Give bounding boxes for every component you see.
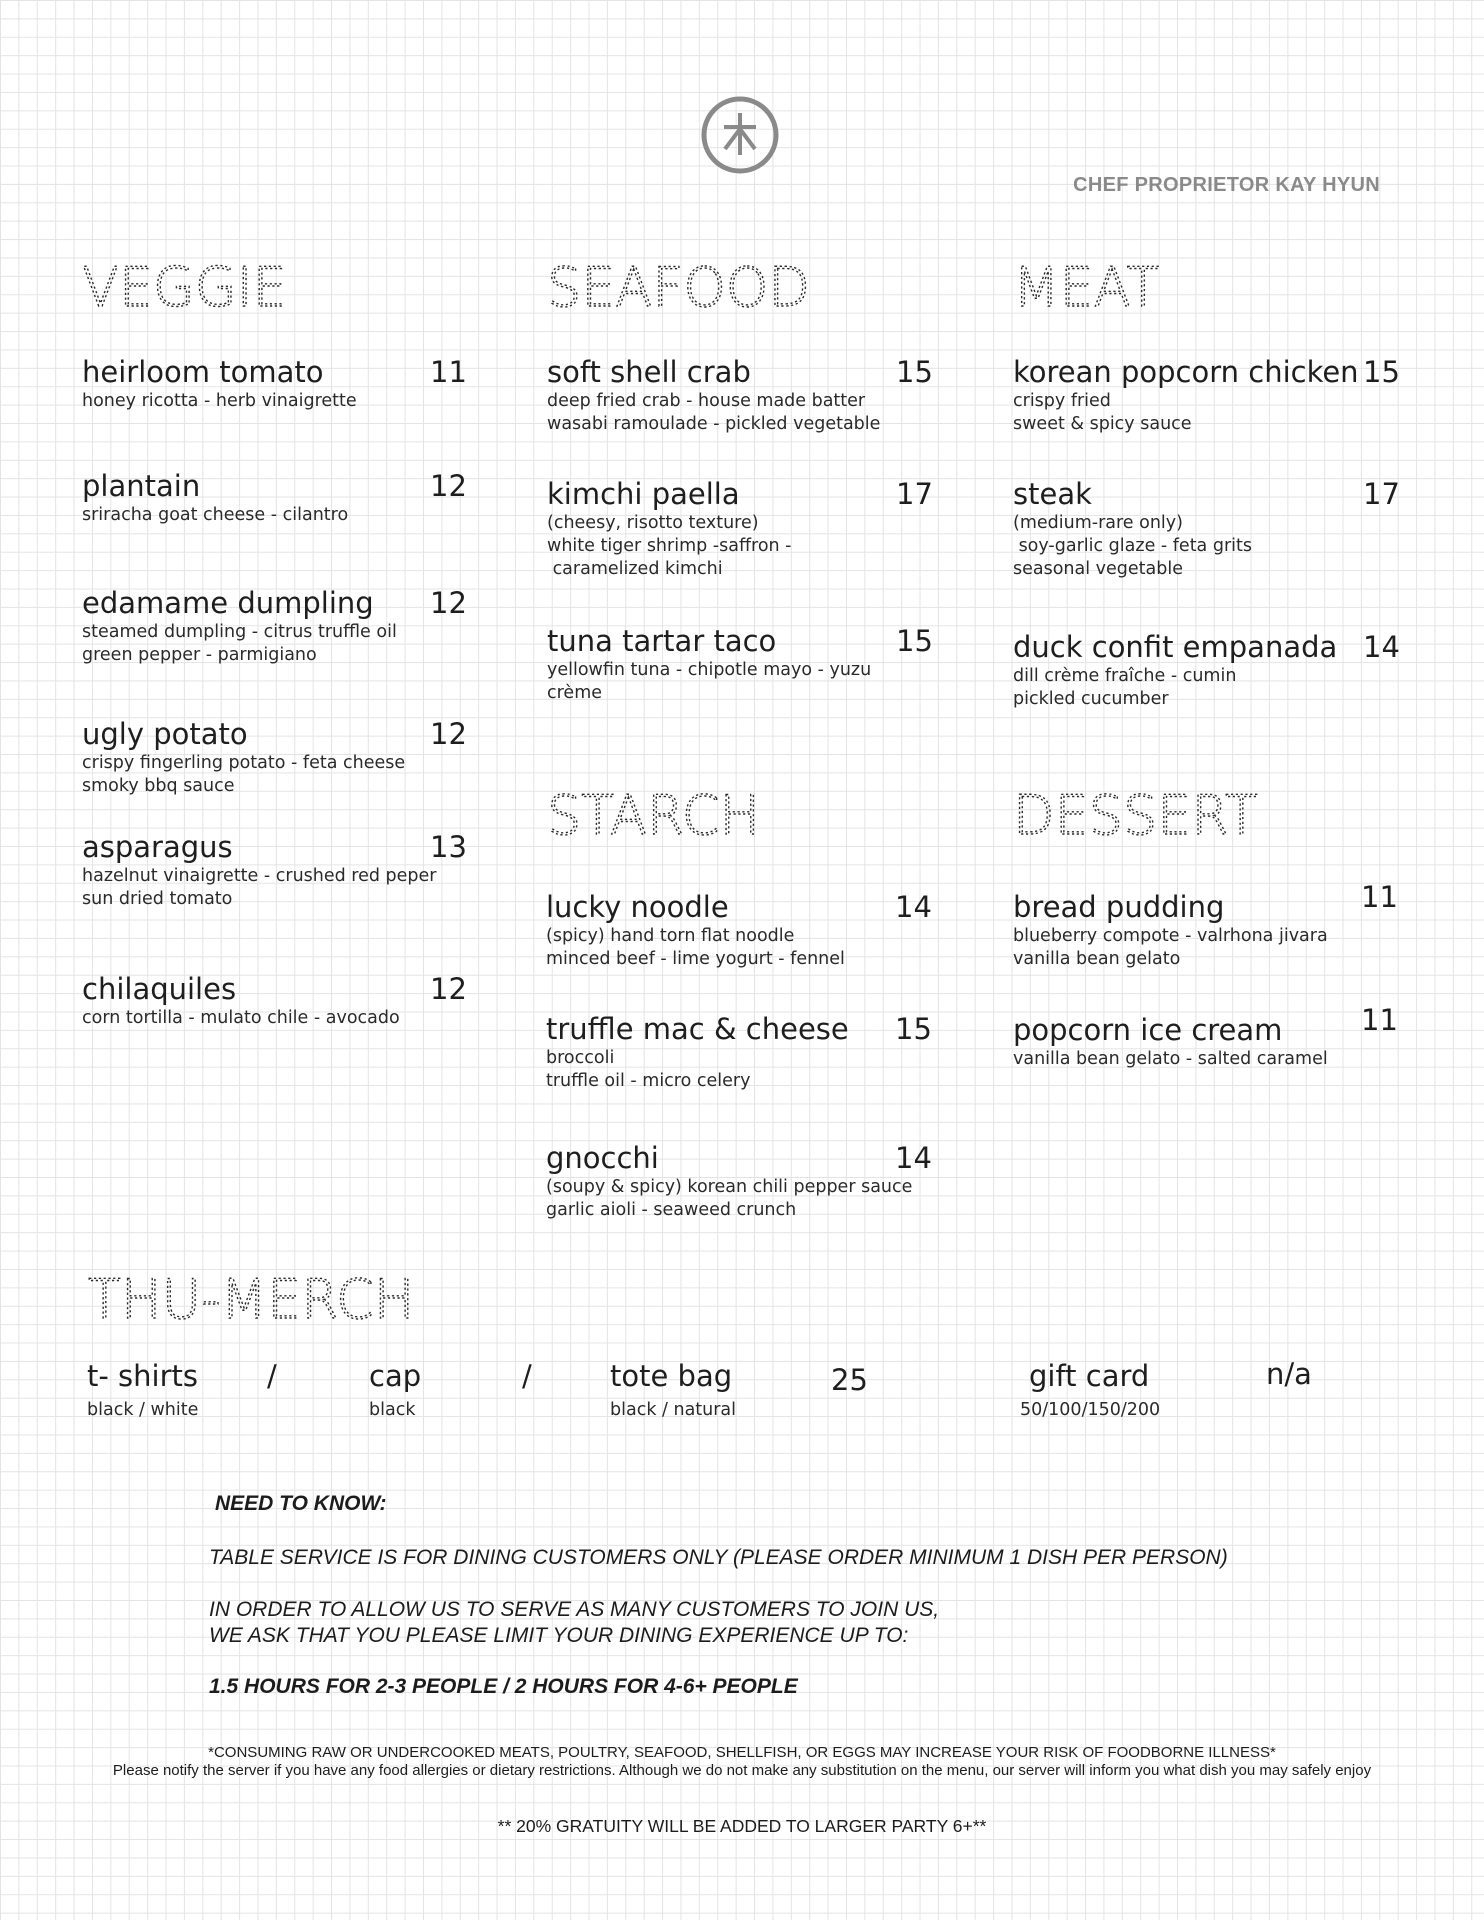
merch-colors: black — [369, 1400, 416, 1420]
item-name: bread pudding — [1013, 890, 1225, 924]
merch-tote-bag — [610, 1360, 736, 1422]
item-price: 12 — [430, 717, 467, 751]
limit-note-line1: IN ORDER TO ALLOW US TO SERVE AS MANY CUSTOMERS TO JOIN US, — [209, 1598, 940, 1621]
item-price: 12 — [430, 586, 467, 620]
gift-card-price: n/a — [1266, 1357, 1312, 1391]
dining-hours-note: 1.5 HOURS FOR 2-3 PEOPLE / 2 HOURS FOR 4-6+ PEOPLE — [209, 1675, 798, 1698]
item-price: 15 — [896, 355, 933, 389]
menu-item — [1013, 355, 1400, 436]
item-name: tuna tartar taco — [547, 624, 777, 658]
item-description: (soupy & spicy) korean chili pepper sauce garlic aioli - seaweed crunch — [546, 1177, 913, 1220]
item-name: kimchi paella — [547, 477, 740, 511]
menu-item — [82, 717, 467, 798]
merch-separator: / — [522, 1359, 532, 1393]
merch-gift-card — [1020, 1360, 1160, 1422]
gratuity-note: ** 20% GRATUITY WILL BE ADDED TO LARGER PARTY 6+** — [497, 1816, 987, 1836]
item-description: blueberry compote - valrhona jivara vanilla bean gelato — [1013, 926, 1328, 969]
svg-text:DESSERT: DESSERT — [1013, 784, 1258, 847]
menu-item — [546, 1013, 930, 1093]
menu-item — [547, 478, 931, 581]
item-price: 17 — [896, 477, 933, 511]
merch-cap — [369, 1360, 421, 1422]
svg-text:MEAT: MEAT — [1013, 256, 1160, 319]
menu-item — [82, 469, 467, 527]
item-description: dill crème fraîche - cumin pickled cucumber — [1013, 666, 1237, 709]
item-description: (spicy) hand torn flat noodle minced beef - lime yogurt - fennel — [546, 926, 845, 969]
item-name: lucky noodle — [546, 890, 729, 924]
seafood-heading — [547, 256, 827, 319]
menu-item — [547, 356, 931, 436]
merch-colors: black / natural — [610, 1400, 737, 1420]
menu-item — [1013, 630, 1400, 711]
limit-note-line2: WE ASK THAT YOU PLEASE LIMIT YOUR DINING EXPERIENCE UP TO: — [209, 1624, 909, 1647]
item-description: hazelnut vinaigrette - crushed red peper sun dried tomato — [82, 866, 437, 909]
need-to-know-heading: NEED TO KNOW: — [215, 1492, 387, 1515]
item-price: 13 — [430, 830, 467, 864]
menu-item — [82, 586, 467, 667]
menu-item — [1013, 477, 1400, 581]
menu-item — [82, 830, 467, 911]
merch-tshirts — [87, 1360, 198, 1422]
menu-item — [82, 972, 467, 1030]
item-name: chilaquiles — [82, 972, 237, 1006]
item-price: 17 — [1363, 477, 1400, 511]
item-description: corn tortilla - mulato chile - avocado — [82, 1008, 400, 1028]
menu-item — [1013, 1003, 1398, 1071]
merch-name: t- shirts — [87, 1359, 199, 1393]
item-name: steak — [1013, 477, 1092, 511]
item-name: truffle mac & cheese — [546, 1012, 849, 1046]
table-service-note: TABLE SERVICE IS FOR DINING CUSTOMERS ONLY (PLEASE ORDER MINIMUM 1 DISH PER PERSON) — [209, 1546, 1228, 1569]
merch-price: 25 — [831, 1363, 868, 1397]
item-price: 15 — [895, 1012, 932, 1046]
item-name: popcorn ice cream — [1013, 1013, 1283, 1047]
item-price: 11 — [1361, 1003, 1398, 1037]
item-description: vanilla bean gelato - salted caramel — [1013, 1049, 1328, 1069]
item-name: gnocchi — [546, 1141, 659, 1175]
item-price: 11 — [430, 355, 467, 389]
veggie-heading — [82, 256, 322, 319]
merch-name: gift card — [1029, 1359, 1150, 1393]
item-description: yellowfin tuna - chipotle mayo - yuzu crème — [547, 660, 872, 703]
svg-text:SEAFOOD: SEAFOOD — [547, 256, 810, 319]
item-price: 11 — [1361, 880, 1398, 914]
item-description: crispy fingerling potato - feta cheese smoky bbq sauce — [82, 753, 406, 796]
item-price: 14 — [895, 890, 932, 924]
item-description: broccoli truffle oil - micro celery — [546, 1048, 751, 1091]
menu-item — [546, 891, 930, 971]
menu-item — [82, 355, 467, 413]
item-name: ugly potato — [82, 717, 248, 751]
chef-proprietor-label: CHEF PROPRIETOR KAY HYUN — [1073, 174, 1380, 196]
item-name: edamame dumpling — [82, 586, 374, 620]
item-description: (cheesy, risotto texture) white tiger shrimp -saffron - caramelized kimchi — [547, 513, 792, 579]
item-description: sriracha goat cheese - cilantro — [82, 505, 349, 525]
merch-heading — [88, 1268, 508, 1331]
item-description: crispy fried sweet & spicy sauce — [1013, 391, 1192, 434]
item-description: (medium-rare only) soy-garlic glaze - feta grits seasonal vegetable — [1013, 513, 1252, 579]
item-name: korean popcorn chicken — [1013, 355, 1359, 389]
meat-heading — [1013, 256, 1213, 319]
item-price: 15 — [896, 624, 933, 658]
item-name: plantain — [82, 469, 201, 503]
tree-logo-icon — [700, 95, 780, 175]
item-price: 12 — [430, 469, 467, 503]
dessert-heading — [1013, 784, 1293, 847]
merch-colors: black / white — [87, 1400, 199, 1420]
merch-amounts: 50/100/150/200 — [1020, 1400, 1161, 1420]
menu-item — [547, 625, 931, 705]
item-name: heirloom tomato — [82, 355, 324, 389]
allergy-notice: Please notify the server if you have any food allergies or dietary restrictions. Although we do not make any substitution on the menu, our server will inform you what dish you may safely enjoy — [112, 1762, 1372, 1779]
item-description: honey ricotta - herb vinaigrette — [82, 391, 357, 411]
item-price: 14 — [895, 1141, 932, 1175]
item-price: 12 — [430, 972, 467, 1006]
menu-item — [1013, 880, 1398, 971]
merch-name: cap — [369, 1359, 422, 1393]
item-description: steamed dumpling - citrus truffle oil green pepper - parmigiano — [82, 622, 397, 665]
svg-text:STARCH: STARCH — [547, 784, 761, 847]
item-price: 14 — [1363, 630, 1400, 664]
item-description: deep fried crab - house made batter wasabi ramoulade - pickled vegetable — [547, 391, 881, 434]
starch-heading — [547, 784, 807, 847]
svg-text:THU-MERCH: THU-MERCH — [88, 1268, 415, 1331]
menu-item — [546, 1142, 930, 1222]
svg-text:VEGGIE: VEGGIE — [82, 256, 287, 319]
raw-food-warning: *CONSUMING RAW OR UNDERCOOKED MEATS, POULTRY, SEAFOOD, SHELLFISH, OR EGGS MAY INCREASE YOUR RISK OF FOODBORNE ILLNESS* — [208, 1744, 1276, 1761]
item-name: duck confit empanada — [1013, 630, 1338, 664]
item-name: asparagus — [82, 830, 233, 864]
merch-separator: / — [267, 1359, 277, 1393]
merch-name: tote bag — [610, 1359, 733, 1393]
item-price: 15 — [1363, 355, 1400, 389]
item-name: soft shell crab — [547, 355, 751, 389]
